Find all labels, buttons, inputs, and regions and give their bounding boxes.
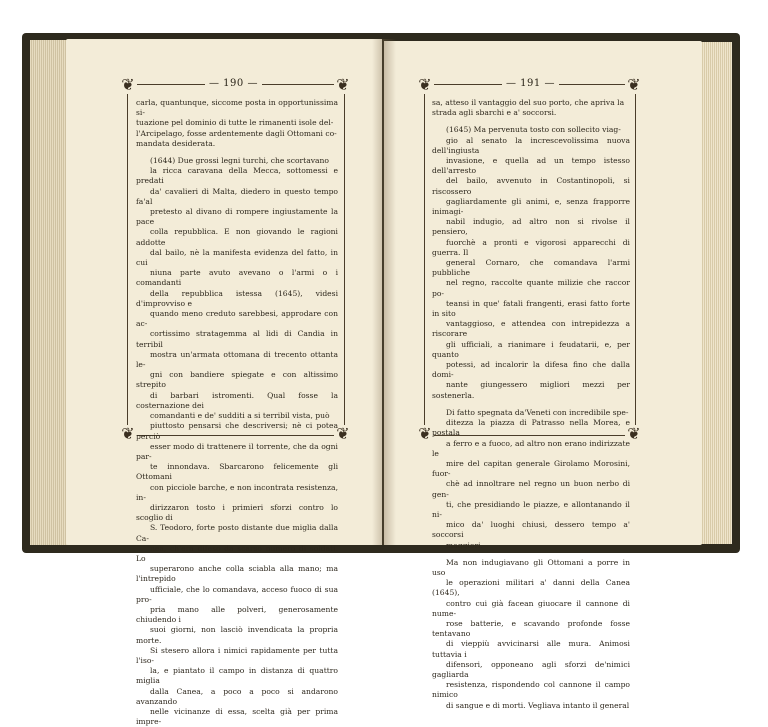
text-line: fuorchè a pronti e vigorosi apparecchi di guerra. Il (432, 237, 630, 257)
corner-ornament-icon: ❦ (625, 425, 643, 443)
text-line: potessi, ad incalorir la difesa fino che dalla domi- (432, 360, 630, 380)
corner-ornament-icon: ❦ (334, 76, 352, 94)
corner-ornament-icon: ❦ (119, 76, 137, 94)
text-line: pretesto al divano di rompere ingiustamente la pace (136, 207, 338, 227)
right-page-edges (700, 42, 732, 544)
left-page-number: — 190 — (205, 78, 262, 89)
text-line: general Cornaro, che comandava l'armi pubbliche (432, 258, 630, 278)
text-line: invasione, e quella ad un tempo istesso dell'arresto (432, 156, 630, 176)
text-line: gagliardamente gli animi, e, senza frapporre inimagi- (432, 196, 630, 217)
text-line: nante giungessero migliori mezzi per sostenerla. (432, 380, 630, 400)
text-line: la ricca caravana della Mecca, sottomessi e predati (136, 166, 338, 186)
text-line: di sangue e di morti. Vegliava intanto il general (446, 700, 630, 710)
corner-ornament-icon: ❦ (119, 425, 137, 443)
left-page-text (136, 98, 338, 727)
text-line: te innondava. Sbarcarono felicemente gli Ottomani (136, 462, 338, 482)
text-line: superarono anche colla sciabla alla mano; ma l'intrepido (136, 564, 338, 584)
left-paragraph-2 (136, 156, 338, 727)
text-line: Di fatto spegnata da'Veneti con incredibile spe- (446, 407, 629, 417)
text-line: strada agli sbarchi e a' soccorsi. (432, 108, 557, 118)
text-line: del bailo, avvenuto in Costantinopoli, si riscossero (432, 176, 630, 196)
text-line: l'Arcipelago, fosse ardentemente dagli Ottomani co- (136, 128, 337, 138)
text-line: la, e piantato il campo in distanza di quattro miglia (136, 666, 338, 686)
text-line: di vieppiù avvicinarsi alle mura. Animosi tuttavia i (432, 639, 630, 659)
text-line: mostra un'armata ottomana di trecento ottanta le- (136, 349, 338, 370)
text-line: ditezza la piazza di Patrasso nella Morea, e postala (432, 418, 630, 438)
text-line: chè ad innoltrare nel regno un buon nerbo di gen- (432, 479, 630, 499)
text-line: suoi giorni, non lasciò invendicata la propria morte. (136, 625, 338, 645)
text-line: esser modo di trattenere il torrente, che da ogni par- (136, 441, 338, 461)
left-paragraph-1 (136, 98, 338, 149)
text-line: mire del capitan generale Girolamo Morosini, fuor- (432, 458, 630, 479)
text-line: resistenza, rispondendo col cannone il campo nimico (432, 680, 630, 700)
text-line: mandata desiderata. (136, 138, 216, 148)
right-page-text (432, 98, 630, 710)
text-line: piuttosto pensarsi che descriversi; nè ci potea perciò (136, 421, 338, 441)
text-line: S. Teodoro, forte posto distante due miglia dalla Ca- (136, 523, 338, 543)
right-paragraph-3 (432, 408, 630, 551)
text-line: pria mano alle polveri, generosamente chiudendo i (136, 604, 338, 625)
text-line: ti, che presidiando le piazze, e allontanando il ni- (432, 499, 630, 519)
corner-ornament-icon: ❦ (416, 425, 434, 443)
text-line: quando meno creduto sarebbesi, approdare con ac- (136, 309, 338, 329)
book-gutter (372, 39, 396, 545)
text-line: con picciole barche, e non incontrata resistenza, in- (136, 482, 338, 502)
text-line: difensori, opponeano agli sforzi de'nimici gagliarda (432, 659, 630, 679)
text-line: le operazioni militari a' danni della Canea (1645), (432, 578, 630, 598)
text-line: gio al senato la increscevolissima nuova dell'ingiusta (432, 135, 630, 155)
text-line: teansi in que' fatali frangenti, erasi fatto forte in sito (432, 298, 630, 319)
text-line: nel regno, raccolte quante milizie che raccor po- (432, 278, 630, 298)
right-paragraph-1 (432, 98, 630, 118)
text-line: ufficiale, che lo comandava, acceso fuoco di sua pro- (136, 584, 338, 604)
corner-ornament-icon: ❦ (625, 76, 643, 94)
text-line: comandanti e de' sudditi a si terribil vista, può (150, 411, 330, 421)
right-paragraph-4 (432, 558, 630, 711)
text-line: colla repubblica. E non giovando le ragioni addotte (136, 227, 338, 247)
text-line: contro cui già facean giuocare il cannone di nume- (432, 598, 630, 618)
text-line: dirizzaron tosto i primieri sforzi contro lo scoglio di (136, 502, 338, 523)
text-line: rose batterie, e scavando profonde fosse tentavano (432, 618, 630, 639)
text-line: di barbari istromenti. Qual fosse la costernazione dei (136, 390, 338, 410)
corner-ornament-icon: ❦ (334, 425, 352, 443)
text-line: (1644) Due grossi legni turchi, che scortavano (150, 156, 330, 166)
text-line: carla, quantunque, siccome posta in opportunissima si- (136, 98, 338, 118)
text-line: dal bailo, nè la manifesta evidenza del fatto, in cui (136, 247, 338, 268)
text-line: vantaggioso, e attendea con intrepidezza a riscorare (432, 319, 630, 339)
text-line: cortissimo stratagemma al lidi di Candia in terribil (136, 329, 338, 349)
text-line: sa, atteso il vantaggio del suo porto, che apriva la (432, 98, 625, 107)
text-line: nea, ch'era difeso da scarso numero di soldati. Lo (136, 543, 338, 563)
right-page-number: — 191 — (502, 78, 559, 89)
text-line: mico da' luoghi chiusi, dessero tempo a' soccorsi (432, 520, 630, 540)
text-line: della repubblica istessa (1645), videsi d'improvviso e (136, 288, 338, 308)
text-line: nabil indugio, ad altro non si rivolse il pensiero, (432, 217, 630, 237)
text-line: nelle vicinanze di essa, scelta già per prima impre- (136, 706, 338, 727)
text-line: maggiori. (446, 540, 483, 550)
text-line: da' cavalieri di Malta, diedero in questo tempo fa'al (136, 186, 338, 206)
right-paragraph-2 (432, 125, 630, 400)
text-line: a ferro e a fuoco, ad altro non erano indirizzate le (432, 438, 630, 458)
corner-ornament-icon: ❦ (416, 76, 434, 94)
text-line: (1645) Ma pervenuta tosto con sollecito viag- (446, 125, 621, 135)
text-line: tuazione pel dominio di tutte le rimanenti isole del- (136, 118, 334, 128)
text-line: Si stesero allora i nimici rapidamente per tutta l'iso- (136, 645, 338, 665)
text-line: dalla Canea, a poco a poco si andarono avanzando (136, 686, 338, 706)
text-line: gli ufficiali, a rianimare i feudatarii, e, per quanto (432, 339, 630, 359)
text-line: niuna parte avuto avevano o l'armi o i comandanti (136, 268, 338, 288)
text-line: Ma non indugiavano gli Ottomani a porre in uso (432, 557, 630, 577)
left-page-edges (30, 40, 70, 545)
text-line: gni con bandiere spiegate e con altissimo strepito (136, 370, 338, 390)
